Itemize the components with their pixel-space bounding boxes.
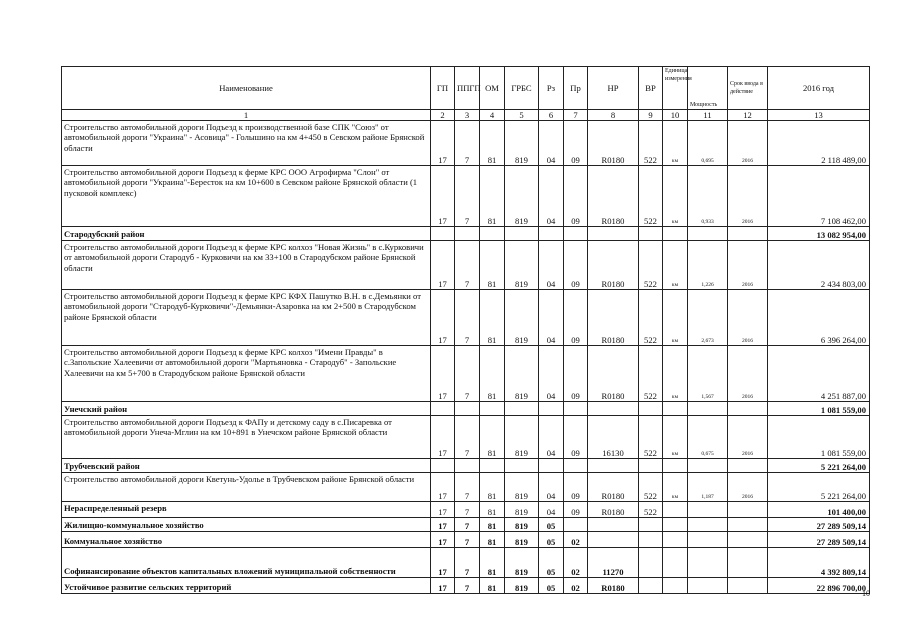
row-om: 81 (480, 166, 505, 227)
header-grbs: ГРБС (505, 67, 539, 110)
row-unit (663, 502, 688, 518)
row-term: 2016 (728, 473, 768, 502)
row-grbs: 819 (505, 121, 539, 166)
row-sum: 22 896 700,00 (768, 578, 870, 594)
row-om (480, 402, 505, 416)
row-unit (663, 402, 688, 416)
table-row (62, 416, 870, 459)
table-row (62, 473, 870, 502)
row-nr (588, 402, 639, 416)
row-nr: R0180 (588, 473, 639, 502)
row-nr (588, 227, 639, 241)
row-power: 0,695 (688, 121, 728, 166)
table-row (62, 241, 870, 290)
row-ppgp: 7 (455, 346, 480, 402)
row-term: 2016 (728, 241, 768, 290)
row-term (728, 402, 768, 416)
row-gp: 17 (431, 121, 455, 166)
row-power: 1,187 (688, 473, 728, 502)
header-power: Мощность (688, 67, 728, 110)
col-number: 1 (62, 110, 431, 121)
row-ppgp: 7 (455, 532, 480, 548)
row-pr (564, 227, 588, 241)
row-om: 81 (480, 346, 505, 402)
row-sum: 7 108 462,00 (768, 166, 870, 227)
row-term (728, 548, 768, 578)
row-gp: 17 (431, 502, 455, 518)
table-header-row (62, 67, 870, 110)
row-om: 81 (480, 518, 505, 532)
col-number: 11 (688, 110, 728, 121)
table-row (62, 290, 870, 346)
row-ppgp: 7 (455, 290, 480, 346)
row-gp: 17 (431, 578, 455, 594)
row-term (728, 459, 768, 473)
row-sum: 27 289 509,14 (768, 518, 870, 532)
row-om: 81 (480, 241, 505, 290)
row-rz (539, 459, 564, 473)
row-sum: 4 392 809,14 (768, 548, 870, 578)
row-om (480, 227, 505, 241)
row-om: 81 (480, 290, 505, 346)
table-row (62, 548, 870, 578)
row-power (688, 518, 728, 532)
row-gp (431, 227, 455, 241)
row-om: 81 (480, 502, 505, 518)
row-name: Коммунальное хозяйство (62, 532, 431, 548)
row-sum: 4 251 887,00 (768, 346, 870, 402)
row-grbs (505, 402, 539, 416)
row-rz: 04 (539, 166, 564, 227)
row-term: 2016 (728, 346, 768, 402)
row-grbs (505, 459, 539, 473)
row-om: 81 (480, 121, 505, 166)
row-unit (663, 518, 688, 532)
row-name: Унечский район (62, 402, 431, 416)
row-nr (588, 532, 639, 548)
col-number: 4 (480, 110, 505, 121)
header-unit: Единица измерения (663, 67, 688, 110)
row-ppgp: 7 (455, 241, 480, 290)
row-pr: 09 (564, 346, 588, 402)
row-name: Софинансирование объектов капитальных вложений муниципальной собственности (62, 548, 431, 578)
row-om: 81 (480, 416, 505, 459)
row-vr: 522 (639, 416, 663, 459)
row-rz (539, 402, 564, 416)
row-gp: 17 (431, 416, 455, 459)
row-unit: км (663, 121, 688, 166)
row-grbs: 819 (505, 166, 539, 227)
row-vr (639, 548, 663, 578)
table-row (62, 502, 870, 518)
table-row (62, 346, 870, 402)
row-name: Строительство автомобильной дороги Подъезд к производственной базе СПК "Союз" от автомобильной дороги "Украина" - Асовица" - Голышино на км 4+450 в Севском районе Брянской области (62, 121, 431, 166)
row-nr: 11270 (588, 548, 639, 578)
row-vr (639, 578, 663, 594)
col-number: 13 (768, 110, 870, 121)
row-name: Устойчивое развитие сельских территорий (62, 578, 431, 594)
header-vr: ВР (639, 67, 663, 110)
row-gp (431, 459, 455, 473)
row-power: 2,673 (688, 290, 728, 346)
row-grbs: 819 (505, 416, 539, 459)
header-om: ОМ (480, 67, 505, 110)
row-ppgp: 7 (455, 166, 480, 227)
row-name: Строительство автомобильной дороги Кветунь-Удолье в Трубчевском районе Брянской области (62, 473, 431, 502)
row-unit: км (663, 241, 688, 290)
row-nr: R0180 (588, 166, 639, 227)
row-pr (564, 459, 588, 473)
row-pr: 02 (564, 548, 588, 578)
col-number: 2 (431, 110, 455, 121)
col-number: 3 (455, 110, 480, 121)
row-gp: 17 (431, 166, 455, 227)
table-row (62, 518, 870, 532)
row-name: Строительство автомобильной дороги Подъезд к ФАПу и детскому саду в с.Писаревка от автомобильной дороги Унеча-Мглин на км 10+891 в Унечском районе Брянской области (62, 416, 431, 459)
row-rz: 04 (539, 241, 564, 290)
budget-table (61, 66, 870, 594)
row-name: Трубчевский район (62, 459, 431, 473)
row-sum: 6 396 264,00 (768, 290, 870, 346)
row-name: Строительство автомобильной дороги Подъезд к ферме КРС КФХ Пашутко В.Н. в с.Демьянки от автомобильной дороги "Стародуб-Курковичи"-Демьянки-Азаровка на км 2+500 в Стародубском районе Брянской области (62, 290, 431, 346)
row-sum: 27 289 509,14 (768, 532, 870, 548)
row-rz: 05 (539, 578, 564, 594)
row-ppgp: 7 (455, 416, 480, 459)
row-nr: R0180 (588, 121, 639, 166)
table-row (62, 532, 870, 548)
row-grbs: 819 (505, 548, 539, 578)
row-sum: 13 082 954,00 (768, 227, 870, 241)
row-gp: 17 (431, 473, 455, 502)
row-pr: 09 (564, 416, 588, 459)
row-term: 2016 (728, 416, 768, 459)
row-nr: R0180 (588, 241, 639, 290)
row-nr: R0180 (588, 290, 639, 346)
row-om: 81 (480, 578, 505, 594)
row-vr: 522 (639, 290, 663, 346)
row-ppgp (455, 402, 480, 416)
row-grbs: 819 (505, 241, 539, 290)
row-grbs: 819 (505, 532, 539, 548)
row-name: Строительство автомобильной дороги Подъезд к ферме КРС ООО Агрофирма "Слон" от автомобильной дороги "Украина"-Бересток на км 10+600 в Севском районе Брянской области (1 пусковой комплекс) (62, 166, 431, 227)
col-number: 9 (639, 110, 663, 121)
row-name: Строительство автомобильной дороги Подъезд к ферме КРС колхоз "Новая Жизнь" в с.Курковичи от автомобильной дороги Стародуб - Курковичи на км 33+100 в Стародубском районе Брянской области (62, 241, 431, 290)
row-vr (639, 532, 663, 548)
row-grbs: 819 (505, 502, 539, 518)
column-number-row (62, 110, 870, 121)
row-pr: 09 (564, 502, 588, 518)
row-pr: 02 (564, 578, 588, 594)
row-term: 2016 (728, 121, 768, 166)
row-sum: 5 221 264,00 (768, 459, 870, 473)
row-grbs: 819 (505, 346, 539, 402)
row-term (728, 227, 768, 241)
col-number: 12 (728, 110, 768, 121)
row-vr: 522 (639, 346, 663, 402)
header-rz: Рз (539, 67, 564, 110)
row-pr: 09 (564, 290, 588, 346)
row-unit (663, 578, 688, 594)
table-row (62, 121, 870, 166)
row-unit (663, 459, 688, 473)
row-sum: 2 118 489,00 (768, 121, 870, 166)
col-number: 6 (539, 110, 564, 121)
row-rz: 04 (539, 346, 564, 402)
row-pr (564, 402, 588, 416)
row-vr (639, 518, 663, 532)
row-rz: 04 (539, 502, 564, 518)
header-ppgp: ППГП (455, 67, 480, 110)
header-nr: НР (588, 67, 639, 110)
col-number: 5 (505, 110, 539, 121)
row-gp: 17 (431, 241, 455, 290)
table-row (62, 459, 870, 473)
row-nr: R0180 (588, 346, 639, 402)
row-unit: км (663, 473, 688, 502)
row-power: 1,567 (688, 346, 728, 402)
header-pr: Пр (564, 67, 588, 110)
row-term (728, 502, 768, 518)
row-name: Строительство автомобильной дороги Подъезд к ферме КРС колхоз "Имени Правды" в с.Запольские Халеевичи от автомобильной дороги "Мартьяновка - Стародуб" - Запольские Халеевичи на км 5+700 в Стародубском районе Брянской области (62, 346, 431, 402)
row-om: 81 (480, 548, 505, 578)
row-power: 0,675 (688, 416, 728, 459)
row-grbs: 819 (505, 518, 539, 532)
row-ppgp: 7 (455, 502, 480, 518)
row-rz: 04 (539, 121, 564, 166)
row-grbs: 819 (505, 473, 539, 502)
row-name: Жилищно-коммунальное хозяйство (62, 518, 431, 532)
row-vr (639, 402, 663, 416)
row-gp: 17 (431, 532, 455, 548)
row-term (728, 532, 768, 548)
row-vr: 522 (639, 166, 663, 227)
row-ppgp: 7 (455, 473, 480, 502)
row-nr: 16130 (588, 416, 639, 459)
row-sum: 1 081 559,00 (768, 416, 870, 459)
row-power (688, 548, 728, 578)
row-vr: 522 (639, 241, 663, 290)
row-pr: 09 (564, 121, 588, 166)
row-rz: 05 (539, 532, 564, 548)
row-power (688, 502, 728, 518)
row-gp: 17 (431, 518, 455, 532)
row-power (688, 532, 728, 548)
row-unit (663, 548, 688, 578)
header-year: 2016 год (768, 67, 870, 110)
row-gp: 17 (431, 290, 455, 346)
row-unit: км (663, 166, 688, 227)
page-number: 10 (862, 589, 870, 598)
row-power (688, 402, 728, 416)
row-vr: 522 (639, 473, 663, 502)
row-rz (539, 227, 564, 241)
row-vr (639, 227, 663, 241)
row-unit (663, 532, 688, 548)
row-pr: 02 (564, 532, 588, 548)
row-rz: 05 (539, 518, 564, 532)
row-term (728, 578, 768, 594)
row-ppgp: 7 (455, 121, 480, 166)
row-pr: 09 (564, 473, 588, 502)
table-row (62, 166, 870, 227)
row-rz: 04 (539, 290, 564, 346)
header-term: Срок ввода в действие (728, 67, 768, 110)
row-grbs: 819 (505, 290, 539, 346)
row-unit (663, 227, 688, 241)
row-gp: 17 (431, 346, 455, 402)
row-sum: 5 221 264,00 (768, 473, 870, 502)
row-name: Нераспределенный резерв (62, 502, 431, 518)
row-ppgp: 7 (455, 548, 480, 578)
row-rz: 05 (539, 548, 564, 578)
row-grbs: 819 (505, 578, 539, 594)
row-nr (588, 459, 639, 473)
row-power (688, 227, 728, 241)
row-rz: 04 (539, 473, 564, 502)
col-number: 10 (663, 110, 688, 121)
row-ppgp: 7 (455, 578, 480, 594)
row-power: 0,933 (688, 166, 728, 227)
row-name: Стародубский район (62, 227, 431, 241)
col-number: 8 (588, 110, 639, 121)
row-vr (639, 459, 663, 473)
row-sum: 101 400,00 (768, 502, 870, 518)
col-number: 7 (564, 110, 588, 121)
header-gp: ГП (431, 67, 455, 110)
row-term: 2016 (728, 166, 768, 227)
table-row (62, 227, 870, 241)
row-vr: 522 (639, 502, 663, 518)
row-rz: 04 (539, 416, 564, 459)
row-term: 2016 (728, 290, 768, 346)
row-pr (564, 518, 588, 532)
table-row (62, 402, 870, 416)
row-gp (431, 402, 455, 416)
row-term (728, 518, 768, 532)
row-sum: 1 081 559,00 (768, 402, 870, 416)
row-ppgp (455, 227, 480, 241)
row-gp: 17 (431, 548, 455, 578)
row-om: 81 (480, 473, 505, 502)
row-vr: 522 (639, 121, 663, 166)
row-om (480, 459, 505, 473)
row-power (688, 578, 728, 594)
row-ppgp: 7 (455, 518, 480, 532)
row-nr: R0180 (588, 578, 639, 594)
table-row (62, 578, 870, 594)
row-unit: км (663, 416, 688, 459)
row-pr: 09 (564, 241, 588, 290)
row-nr (588, 518, 639, 532)
row-om: 81 (480, 532, 505, 548)
row-nr: R0180 (588, 502, 639, 518)
row-sum: 2 434 803,00 (768, 241, 870, 290)
row-power: 1,226 (688, 241, 728, 290)
row-ppgp (455, 459, 480, 473)
header-name: Наименование (62, 67, 431, 110)
row-pr: 09 (564, 166, 588, 227)
row-unit: км (663, 346, 688, 402)
row-power (688, 459, 728, 473)
row-unit: км (663, 290, 688, 346)
row-grbs (505, 227, 539, 241)
